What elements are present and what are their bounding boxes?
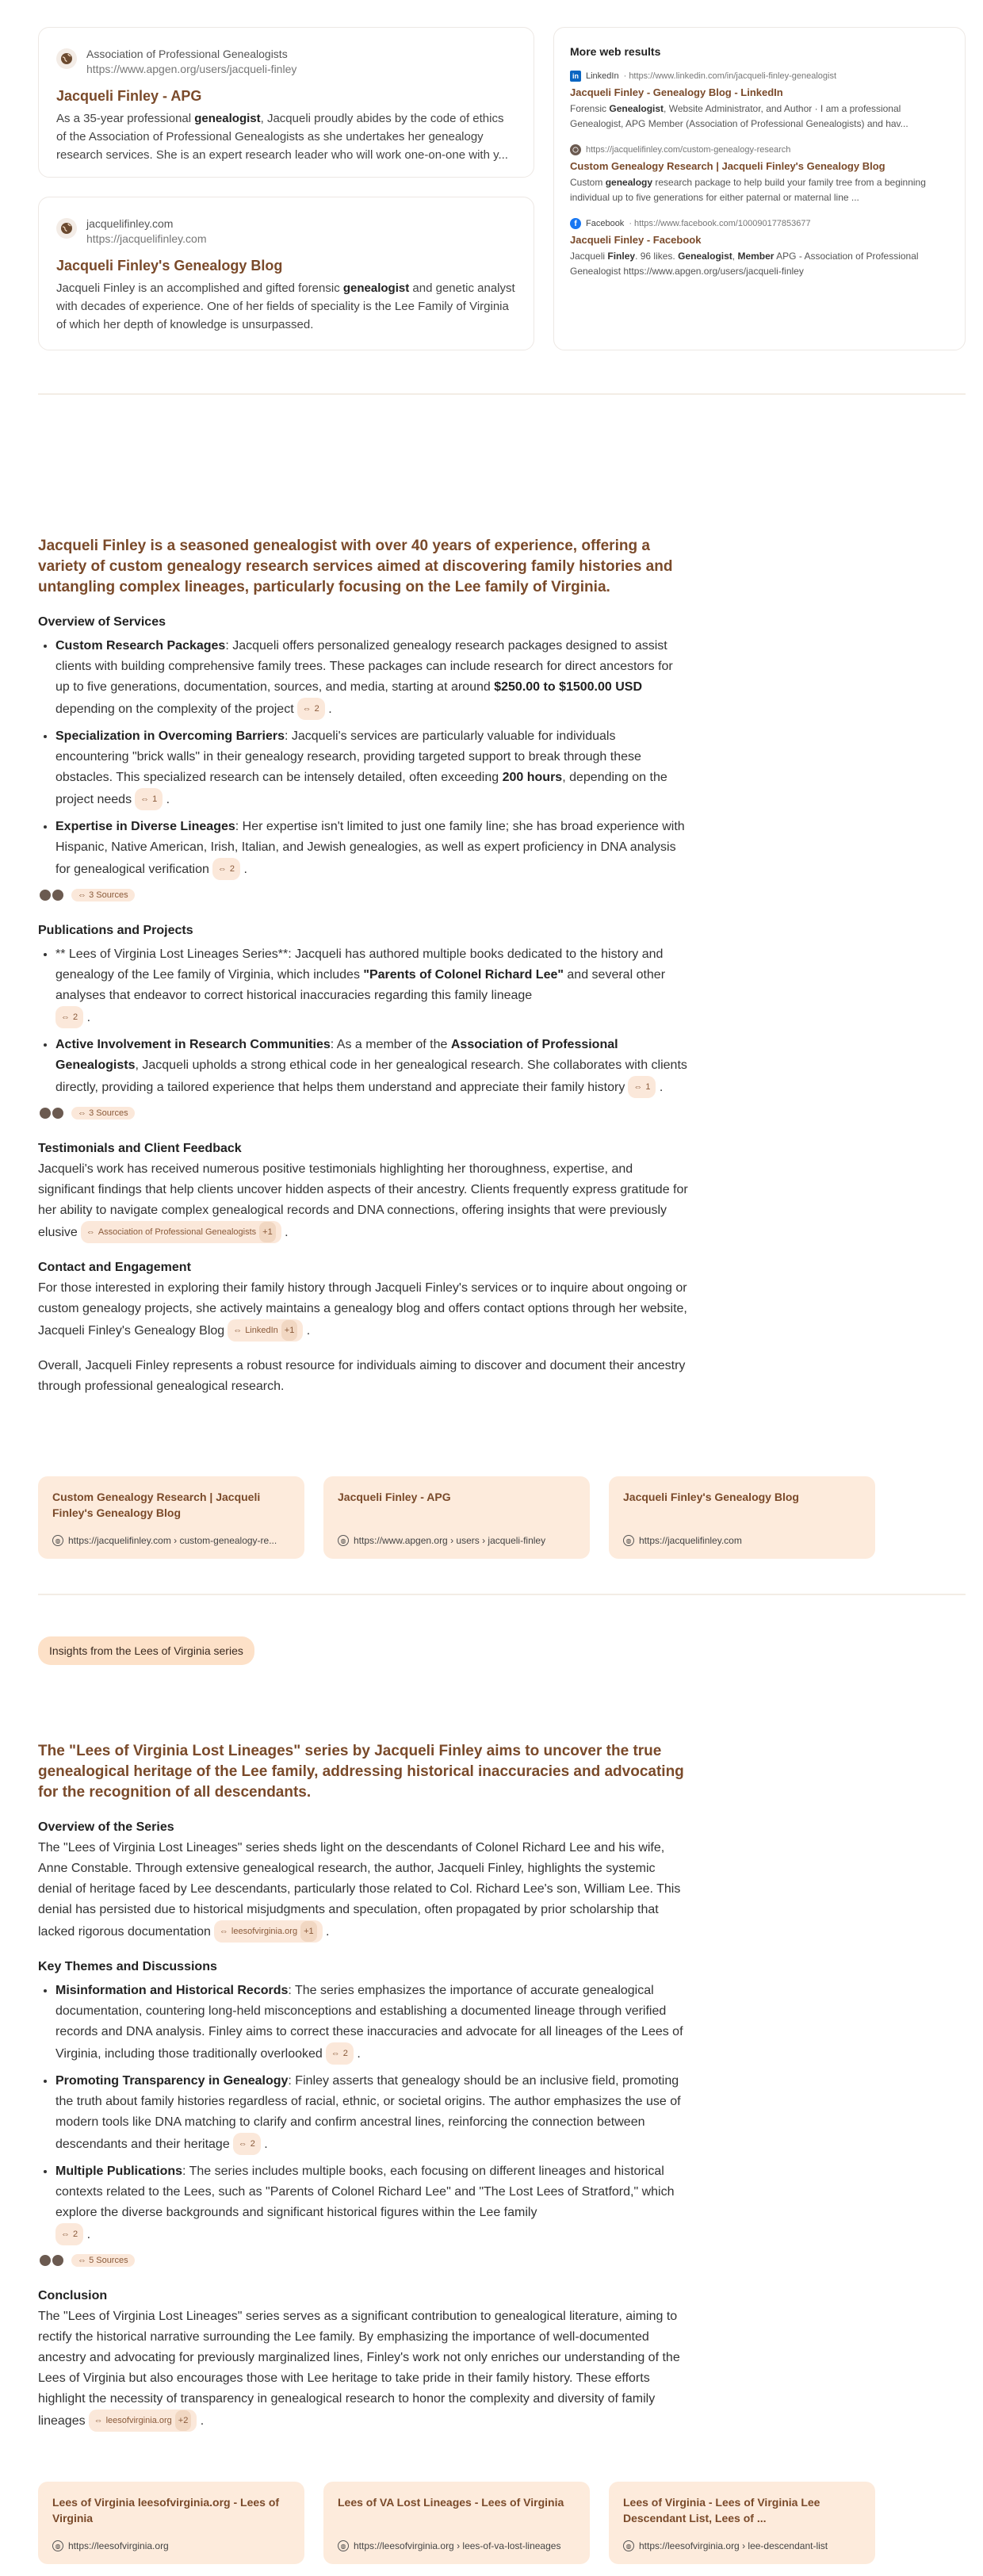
section-heading: Overview of the Series (38, 1820, 174, 1834)
link-icon: ⇔ (94, 2416, 103, 2425)
link-icon: ⇔ (331, 2049, 340, 2058)
citation-chip[interactable]: ⇔ 2 (297, 698, 325, 720)
paragraph: Overall, Jacqueli Finley represents a robust resource for individuals aiming to discover and document their ancestry through professional genealogical research. (38, 1359, 686, 1393)
list-item: • Specialization in Overcoming Barriers: Jacqueli's services are particularly valuable for individuals encountering "brick walls" in their genealogy research, providing targeted support to break through these obstacles. This specialized research can be intensely detailed, often exceeding 200 hours, depending on the project needs ⇔ 1 . (55, 726, 688, 810)
result-source (56, 216, 516, 247)
more-result-title[interactable]: Jacqueli Finley - Facebook (570, 234, 702, 246)
facebook-icon: f (570, 218, 581, 229)
result-title[interactable]: Jacqueli Finley's Genealogy Blog (56, 258, 283, 274)
link-icon: ⇔ (86, 1227, 95, 1237)
citation-chip[interactable]: ⇔ 1 (135, 788, 163, 810)
answer-lead: The "Lees of Virginia Lost Lineages" series by Jacqueli Finley aims to uncover the true genealogical heritage of the Lee family, addressing historical inaccuracies and advocating for the recognition of all descendants. (38, 1743, 684, 1801)
sources-button[interactable]: ⇔ 3 Sources (38, 1106, 135, 1120)
result-url[interactable]: https://jacquelifinley.com (86, 232, 207, 245)
section-divider (38, 1594, 966, 1595)
globe-icon (56, 218, 77, 239)
section-heading: Testimonials and Client Feedback (38, 1142, 242, 1155)
globe-icon: ◍ (623, 2540, 634, 2551)
citation-chip[interactable]: ⇔ 1 (628, 1076, 656, 1098)
result-source (56, 47, 516, 77)
result-site-name: jacquelifinley.com (86, 217, 174, 230)
globe-icon: ◍ (338, 2540, 349, 2551)
link-icon: ⇔ (78, 2256, 90, 2265)
source-card[interactable]: Lees of Virginia leesofvirginia.org - Lees of Virginia ◍ https://leesofvirginia.org (38, 2482, 304, 2564)
section-heading: Conclusion (38, 2289, 108, 2302)
result-title[interactable]: Jacqueli Finley - APG (56, 88, 202, 104)
link-icon: ⇔ (78, 890, 90, 900)
answer-section-2 (38, 1741, 688, 2432)
result-url[interactable]: https://www.apgen.org/users/jacqueli-finley (86, 63, 297, 75)
link-icon: ⇔ (78, 1108, 90, 1118)
source-card[interactable]: Jacqueli Finley's Genealogy Blog ◍ https://jacquelifinley.com (609, 1476, 875, 1559)
source-card[interactable]: Jacqueli Finley - APG ◍ https://www.apgen.org › users › jacqueli-finley (323, 1476, 590, 1559)
link-icon: ⇔ (217, 864, 227, 874)
list-item: • Promoting Transparency in Genealogy: Finley asserts that genealogy should be an inclusive field, promoting the truth about family histories regardless of racial, ethnic, or societal origins. The author emphasizes the use of modern tools like DNA matching to clarify and confirm ancestral lines, reinforcing the connection between descendants and their heritage ⇔ 2 . (55, 2071, 688, 2155)
search-results (38, 27, 966, 360)
more-results-heading: More web results (570, 45, 661, 58)
citation-chip[interactable]: ⇔ 2 (55, 2223, 83, 2245)
sources-button[interactable]: ⇔ 3 Sources (38, 888, 135, 902)
citation-chip[interactable]: ⇔ 2 (233, 2133, 261, 2155)
link-icon: ⇔ (219, 1927, 228, 1936)
result-snippet: As a 35-year professional genealogist, Jacqueli proudly abides by the code of ethics of the Association of Professional Genealogists as she undertakes her genealogy research services. She is an expert research leader who will work one-on-one with y... (56, 112, 508, 162)
result-site-name: Association of Professional Genealogists (86, 48, 288, 60)
section-heading: Publications and Projects (38, 924, 193, 937)
answer-lead: Jacqueli Finley is a seasoned genealogist with over 40 years of experience, offering a variety of custom genealogy research services aimed at discovering family histories and untangling complex lineages, particularly focusing on the Lee family of Virginia. (38, 538, 673, 595)
more-result-facebook[interactable]: f Facebook · https://www.facebook.com/100090177853677 Jacqueli Finley - Facebook Jacqueli Finley. 96 likes. Genealogist, Member APG - Association of Professional Genealogist https://www.apgen.org/users/jacqueli-finley (570, 218, 949, 279)
globe-icon: ◍ (52, 1535, 63, 1546)
source-cards-2 (38, 2482, 875, 2564)
insights-chip[interactable]: Insights from the Lees of Virginia series (38, 1636, 254, 1665)
source-card[interactable]: Lees of Virginia - Lees of Virginia Lee Descendant List, Lees of ... ◍ https://leesofvirginia.org › lee-descendant-list (609, 2482, 875, 2564)
link-icon: ⇔ (302, 704, 312, 714)
list-item: • Expertise in Diverse Lineages: Her expertise isn't limited to just one family line; she has broad experience with Hispanic, Native American, Irish, Italian, and Jewish genealogies, as well as expert proficiency in DNA analysis for genealogical verification ⇔ 2 . (55, 817, 688, 880)
citation-chip[interactable]: ⇔ 2 (326, 2042, 354, 2065)
source-cards-1 (38, 1476, 875, 1559)
linkedin-icon: in (570, 71, 581, 82)
paragraph: The "Lees of Virginia Lost Lineages" series serves as a significant contribution to genealogical literature, aiming to rectify the historical narrative surrounding the Lee family. By emphasizing the importance of well-documented ancestry and advocating for previously marginalized lines, Finley's work not only enriches our understanding of the Lees of Virginia but also encourages those with Lee heritage to take pride in their family history. These efforts highlight the necessity of transparency in genealogical research to honor the complexity and diversity of family lineages ⇔ leesofvirginia.org +2 . (38, 2306, 688, 2432)
sources-button[interactable]: ⇔ 5 Sources (38, 2253, 135, 2268)
section-heading: Key Themes and Discussions (38, 1960, 217, 1973)
link-icon: ⇔ (140, 794, 150, 804)
source-card[interactable]: Lees of VA Lost Lineages - Lees of Virginia ◍ https://leesofvirginia.org › lees-of-va-lost-lineages (323, 2482, 590, 2564)
publications-list (38, 944, 688, 1098)
list-item: • Active Involvement in Research Communities: As a member of the Association of Professional Genealogists, Jacqueli upholds a strong ethical code in her genealogical research. She collaborates with clients directly, providing a tailored experience that helps them understand and appreciate their family history ⇔ 1 . (55, 1035, 688, 1098)
link-icon: ⇔ (233, 1326, 243, 1335)
answer-section-1 (38, 536, 688, 1397)
link-icon: ⇔ (61, 2230, 70, 2239)
globe-icon (51, 2253, 65, 2268)
more-web-results (553, 27, 966, 350)
citation-chip[interactable]: ⇔ 2 (55, 1006, 83, 1028)
citation-chip[interactable]: ⇔ Association of Professional Genealogists +1 (81, 1221, 281, 1243)
more-result-title[interactable]: Custom Genealogy Research | Jacqueli Finley's Genealogy Blog (570, 160, 885, 172)
list-item: • ** Lees of Virginia Lost Lineages Series**: Jacqueli has authored multiple books dedicated to the history and genealogy of the Lee family of Virginia, which includes "Parents of Colonel Richard Lee" and several other analyses that endeavor to correct historical inaccuracies regarding this family lineage ⇔ 2 . (55, 944, 688, 1028)
citation-chip[interactable]: ⇔ leesofvirginia.org +2 (89, 2409, 197, 2432)
globe-icon (570, 144, 581, 155)
services-list (38, 636, 688, 880)
more-result-snippet: Forensic Genealogist, Website Administrator, and Author · I am a professional Genealogist, APG Member (Association of Professional Genealogists) and hav... (570, 103, 908, 129)
more-result-snippet: Custom genealogy research package to help build your family tree from a beginning individual up to five generations for either paternal or maternal line ... (570, 177, 926, 203)
globe-icon (51, 1106, 65, 1120)
more-result-custom-research[interactable] (570, 144, 949, 205)
citation-chip[interactable]: ⇔ leesofvirginia.org +1 (214, 1920, 323, 1943)
more-result-title[interactable]: Jacqueli Finley - Genealogy Blog - LinkedIn (570, 86, 783, 98)
more-result-linkedin[interactable]: in LinkedIn · https://www.linkedin.com/in/jacqueli-finley-genealogist Jacqueli Finley - Genealogy Blog - LinkedIn Forensic Genealogist, Website Administrator, and Author · I am a professional Genealogist, APG Member (Association of Professional Genealogists) and hav... (570, 71, 949, 132)
globe-icon (56, 48, 77, 69)
globe-icon (51, 888, 65, 902)
result-card-blog[interactable] (38, 197, 534, 350)
list-item: • Multiple Publications: The series includes multiple books, each focusing on different lineages and historical contexts related to the Lees, such as "Parents of Colonel Richard Lee" and "The Lost Lees of Stratford," which explore the diverse backgrounds and significant historical figures within the Lee family ⇔ 2 . (55, 2161, 688, 2245)
citation-chip[interactable]: ⇔ 2 (212, 858, 240, 880)
paragraph: The "Lees of Virginia Lost Lineages" series sheds light on the descendants of Colonel Richard Lee and his wife, Anne Constable. Through extensive genealogical research, the author, Jacqueli Finley, highlights the systemic denial of heritage faced by Lee descendants, particularly those related to Col. Richard Lee's son, William Lee. This denial has persisted due to historical misjudgments and speculation, often propagated by prior scholarship that lacked rigorous documentation ⇔ leesofvirginia.org +1 . (38, 1838, 688, 1943)
more-result-url[interactable]: · https://www.facebook.com/100090177853677 (629, 219, 811, 228)
globe-icon: ◍ (52, 2540, 63, 2551)
section-heading: Contact and Engagement (38, 1261, 191, 1274)
list-item: • Misinformation and Historical Records: The series emphasizes the importance of accurate genealogical documentation, countering long-held misconceptions and establishing a documented lineage through verified records and DNA analysis. Finley aims to correct these inaccuracies and advocate for all lineages of the Lees of Virginia, including those traditionally overlooked ⇔ 2 . (55, 1981, 688, 2065)
link-icon: ⇔ (633, 1082, 643, 1092)
more-result-snippet: Jacqueli Finley. 96 likes. Genealogist, Member APG - Association of Professional Genealogist https://www.apgen.org/users/jacqueli-finley (570, 251, 919, 277)
more-result-url[interactable]: https://jacquelifinley.com/custom-genealogy-research (586, 145, 791, 155)
paragraph: Jacqueli's work has received numerous positive testimonials highlighting her thoroughness, expertise, and significant findings that help clients uncover hidden aspects of their ancestry. Clients frequently express gratitude for her ability to navigate complex genealogical records and DNA connections, offering insights that were previously elusive ⇔ Association of Professional Genealogists +1 . (38, 1159, 688, 1243)
section-divider (38, 393, 966, 395)
list-item: • Custom Research Packages: Jacqueli offers personalized genealogy research packages designed to assist clients with building comprehensive family trees. These packages can include research for direct ancestors for up to five generations, documentation, sources, and media, starting at around $250.00 to $1500.00 USD depending on the complexity of the project ⇔ 2 . (55, 636, 688, 720)
link-icon: ⇔ (61, 1012, 70, 1022)
paragraph: For those interested in exploring their family history through Jacqueli Finley's services or to inquire about ongoing or custom genealogy projects, she actively maintains a genealogy blog and offers contact options through her website, Jacqueli Finley's Genealogy Blog ⇔ LinkedIn +1 . (38, 1278, 688, 1342)
citation-chip[interactable]: ⇔ LinkedIn +1 (228, 1319, 303, 1342)
link-icon: ⇔ (238, 2139, 247, 2149)
section-heading: Overview of Services (38, 615, 166, 629)
globe-icon: ◍ (623, 1535, 634, 1546)
result-card-apg[interactable] (38, 27, 534, 178)
themes-list (38, 1981, 688, 2245)
result-snippet: Jacqueli Finley is an accomplished and gifted forensic genealogist and genetic analyst with decades of experience. One of her fields of speciality is the Lee Family of Virginia of which her depth of knowledge is unsurpassed. (56, 281, 515, 331)
source-card[interactable]: Custom Genealogy Research | Jacqueli Finley's Genealogy Blog ◍ https://jacquelifinley.com › custom-genealogy-re... (38, 1476, 304, 1559)
more-result-url[interactable]: · https://www.linkedin.com/in/jacqueli-finley-genealogist (623, 71, 836, 81)
globe-icon: ◍ (338, 1535, 349, 1546)
